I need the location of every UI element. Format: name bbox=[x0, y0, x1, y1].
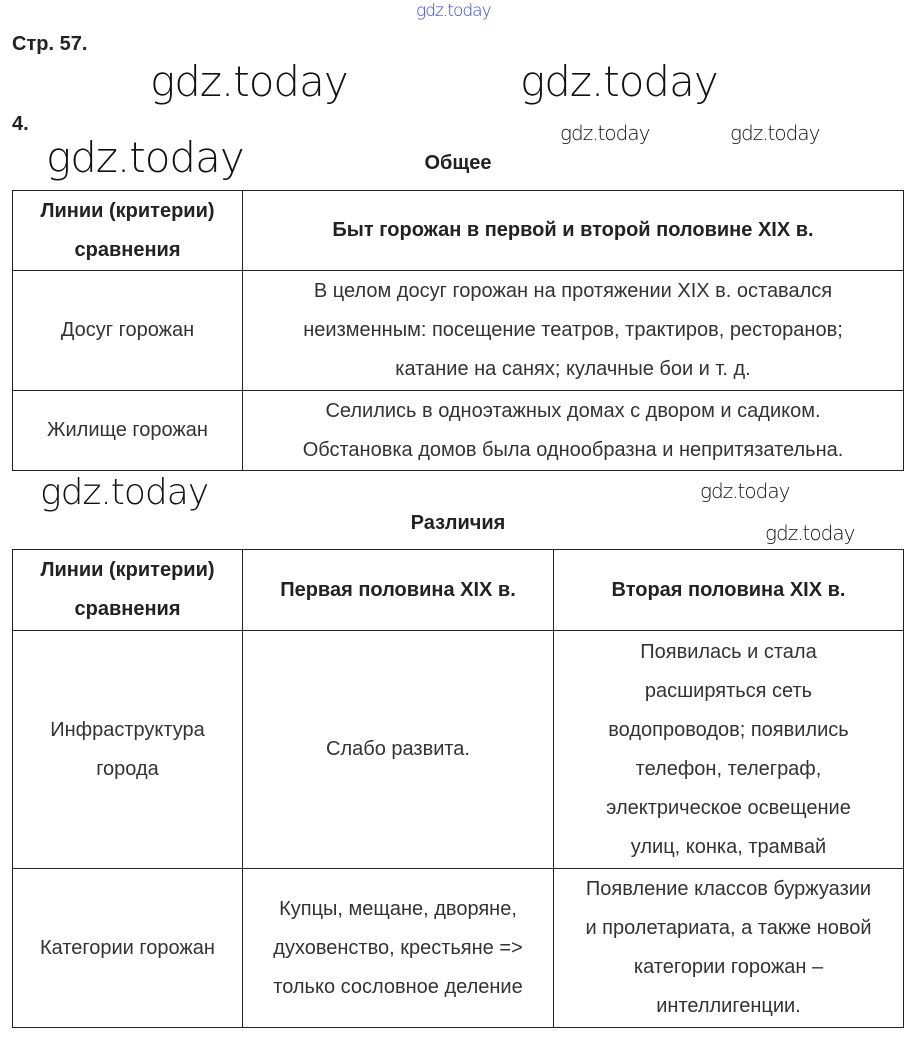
text-line: улиц, конка, трамвай bbox=[630, 835, 827, 858]
differences-table bbox=[12, 549, 904, 1028]
watermark: gdz.today bbox=[730, 121, 820, 145]
text-line: Появилась и стала bbox=[640, 640, 817, 663]
watermark: gdz.today bbox=[416, 1, 491, 21]
text-line: Слабо развита. bbox=[326, 738, 470, 760]
criterion-cell bbox=[13, 869, 243, 1028]
table-row bbox=[13, 869, 904, 1028]
text-cell bbox=[243, 271, 904, 391]
second-half-cell bbox=[554, 631, 904, 869]
header-second-half: Вторая половина XIX в. bbox=[554, 550, 904, 631]
watermark: gdz.today bbox=[700, 479, 790, 503]
first-half-cell bbox=[243, 869, 554, 1028]
common-title: Общее bbox=[424, 152, 492, 174]
header-criteria: Линии (критерии) сравнения bbox=[13, 550, 243, 631]
text-line: интеллигенции. bbox=[656, 995, 801, 1017]
text-line: Обстановка домов была однообразна и непритязательна. bbox=[302, 438, 844, 461]
text-line: Селились в одноэтажных домах с двором и садиком. bbox=[325, 399, 821, 422]
text-line: неизменным: посещение театров, трактиров, ресторанов; bbox=[303, 319, 843, 341]
watermark: gdz.today bbox=[40, 472, 209, 513]
watermark: gdz.today bbox=[150, 57, 348, 106]
text-line: В целом досуг горожан на протяжении XIX в. оставался bbox=[313, 280, 833, 302]
header-first-half: Первая половина XIX в. bbox=[243, 550, 554, 631]
text-line: категории горожан – bbox=[633, 956, 824, 978]
task-number: 4. bbox=[12, 113, 29, 135]
text-line: телефон, телеграф, bbox=[635, 757, 822, 780]
table-row bbox=[13, 271, 904, 391]
differences-title: Различия bbox=[410, 512, 506, 534]
criterion-cell: Жилище горожан bbox=[13, 391, 243, 471]
text-line: и пролетариата, а также новой bbox=[585, 917, 872, 939]
text-line: Появление классов буржуазии bbox=[585, 878, 872, 900]
first-half-cell bbox=[243, 631, 554, 869]
table-header-row bbox=[13, 550, 904, 631]
criterion-cell: Досуг горожан bbox=[13, 271, 243, 391]
page-label: Стр. 57. bbox=[12, 33, 88, 55]
text-line: расширяться сеть bbox=[644, 679, 813, 702]
header-criteria: Линии (критерии) сравнения bbox=[13, 191, 243, 271]
second-half-cell bbox=[554, 869, 904, 1028]
table-row bbox=[13, 391, 904, 471]
header-life: Быт горожан в первой и второй половине XIX в. bbox=[243, 191, 904, 271]
text-line: города bbox=[96, 757, 159, 780]
text-line: духовенство, крестьяне => bbox=[273, 936, 523, 959]
text-line: водопроводов; появились bbox=[608, 718, 849, 741]
text-line: электрическое освещение bbox=[606, 796, 851, 819]
watermark: gdz.today bbox=[520, 57, 718, 106]
text-line: Купцы, мещане, дворяне, bbox=[279, 897, 517, 920]
watermark: gdz.today bbox=[560, 121, 650, 145]
criterion-cell bbox=[13, 631, 243, 869]
text-line: Инфраструктура bbox=[50, 718, 205, 741]
text-line: только сословное деление bbox=[273, 975, 523, 998]
text-line: Категории горожан bbox=[40, 936, 215, 959]
watermark: gdz.today bbox=[765, 521, 855, 545]
common-table bbox=[12, 190, 904, 471]
text-line: катание на санях; кулачные бои и т. д. bbox=[395, 358, 751, 380]
table-header-row bbox=[13, 191, 904, 271]
watermark: gdz.today bbox=[46, 133, 244, 182]
text-cell bbox=[243, 391, 904, 471]
table-row bbox=[13, 631, 904, 869]
